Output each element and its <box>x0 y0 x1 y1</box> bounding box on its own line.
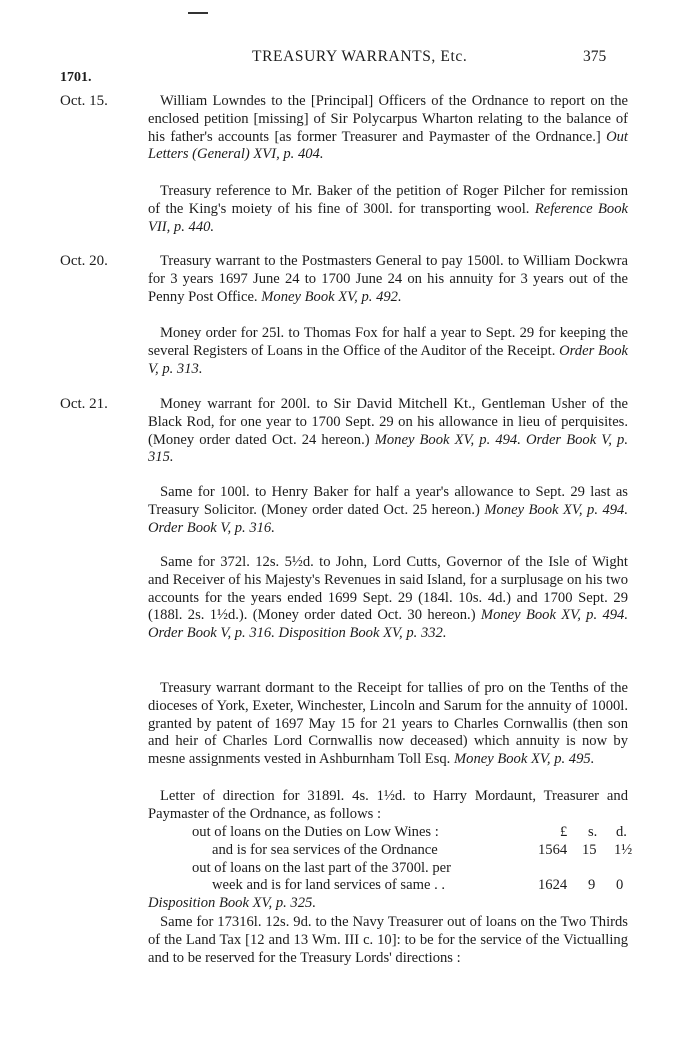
entry-text <box>148 484 628 537</box>
account-label: and is for sea services of the Ordnance <box>212 841 438 858</box>
entry-reference: Order Book V, p. 313. <box>148 342 628 377</box>
entry-body: Treasury warrant to the Postmasters General to pay 1500l. to William Dockwra for 3 years 1697 June 24 to 1700 June 24 on his annuity for 3 years out of the Penny Post Office. <box>148 253 628 305</box>
account-reference: Disposition Book XV, p. 325. <box>148 895 316 912</box>
entry-body: Money warrant for 200l. to Sir David Mitchell Kt., Gentleman Usher of the Black Rod, for one year to 1700 Sept. 29 on his allowance in lieu of perquisites. (Money order dated Oct. 24 hereon.) <box>148 396 628 448</box>
account-row <box>148 877 632 895</box>
entry-date: Oct. 20. <box>60 253 108 269</box>
entry-body: Same for 100l. to Henry Baker for half a year's allowance to Sept. 29 last as Treasury Solicitor. (Money order dated Oct. 25 hereon.) <box>148 484 628 518</box>
shillings-header: s. <box>588 824 598 840</box>
entry-reference: Money Book XV, p. 494. Order Book V, p. 316. Disposition Book XV, p. 332. <box>148 607 629 642</box>
account-label: out of loans on the Duties on Low Wines : <box>192 824 439 840</box>
entry-date: Oct. 15. <box>60 93 108 109</box>
entry-body: Treasury warrant dormant to the Receipt for tallies of pro on the Tenths of the dioceses of York, Exeter, Winchester, Lincoln and Sarum for the annuity of 1000l. granted by patent of 1697 May 15 for 21 years to Charles Cornwallis (then son and heir of Charles Lord Cornwallis now deceased) which annuity is now by mesne assignments vested in Ashburnham Toll Esq. <box>148 680 628 768</box>
pounds-value: 1564 <box>538 841 568 858</box>
entry-body: William Lowndes to the [Principal] Officers of the Ordnance to report on the enclosed petition [missing] of Sir Polycarpus Wharton relating to the balance of his father's accounts [as former Treasurer and Paymaster of the Ordnance.] <box>148 93 628 145</box>
entry-body: Money order for 25l. to Thomas Fox for half a year to Sept. 29 for keeping the several Registers of Loans in the Office of the Auditor of the Receipt. <box>148 325 628 359</box>
account-row <box>148 824 632 842</box>
entry-reference: Money Book XV, p. 495. <box>453 751 595 768</box>
entry-text <box>148 680 628 769</box>
account-label: out of loans on the last part of the 3700l. per <box>192 859 451 876</box>
entry-date: Oct. 21. <box>60 396 108 412</box>
header-title: TREASURY WARRANTS, Etc. <box>252 48 468 65</box>
shillings-value: 9 <box>588 877 596 894</box>
entry-text <box>148 93 628 164</box>
entry-body: Same for 17316l. 12s. 9d. to the Navy Treasurer out of loans on the Two Thirds of the Land Tax [12 and 13 Wm. III c. 10]: to be for the service of the Victualling and to be reserved for the Treasury Lords' directions : <box>148 914 628 966</box>
entry-reference: Reference Book VII, p. 440. <box>148 200 628 235</box>
entry-text <box>148 914 628 967</box>
entry-reference: Money Book XV, p. 494. Order Book V, p. 315. <box>148 431 628 466</box>
page-mark <box>188 12 208 14</box>
pounds-header: £ <box>560 824 568 840</box>
shillings-value: 15 <box>582 841 597 858</box>
account-reference-row <box>148 895 632 913</box>
entry-text <box>148 253 628 306</box>
account-row <box>148 860 632 878</box>
entry-text <box>148 396 628 467</box>
entry-reference: Money Book XV, p. 494. Order Book V, p. 316. <box>148 501 628 536</box>
pence-header: d. <box>616 824 627 840</box>
entry-text <box>148 183 628 236</box>
pounds-value: 1624 <box>538 877 568 894</box>
year-label: 1701. <box>60 70 92 85</box>
running-header <box>0 48 674 70</box>
account-table <box>148 824 632 913</box>
pence-value: 0 <box>616 877 624 894</box>
account-label: week and is for land services of same . . <box>212 877 446 894</box>
entry-text <box>148 788 628 824</box>
pence-value: 1½ <box>614 841 633 858</box>
entry-reference: Out Letters (General) XVI, p. 404. <box>148 128 628 163</box>
account-row <box>148 842 632 860</box>
entry-body: Letter of direction for 3189l. 4s. 1½d. to Harry Mordaunt, Treasurer and Paymaster of the Ordnance, as follows : <box>148 788 628 822</box>
entry-body: Treasury reference to Mr. Baker of the petition of Roger Pilcher for remission of the King's moiety of his fine of 300l. for transporting wool. <box>148 183 628 217</box>
entry-text <box>148 325 628 378</box>
entry-reference: Money Book XV, p. 492. <box>261 288 402 305</box>
entry-text <box>148 554 628 643</box>
page-number: 375 <box>583 48 607 65</box>
entry-body: Same for 372l. 12s. 5½d. to John, Lord Cutts, Governor of the Isle of Wight and Receiver of his Majesty's Revenues in said Island, for a surplusage on his two accounts for the years ended 1699 Sept. 29 (184l. 10s. 4d.) and 1700 Sept. 29 (188l. 2s. 1½d.). (Money order dated Oct. 30 hereon.) <box>148 554 628 624</box>
